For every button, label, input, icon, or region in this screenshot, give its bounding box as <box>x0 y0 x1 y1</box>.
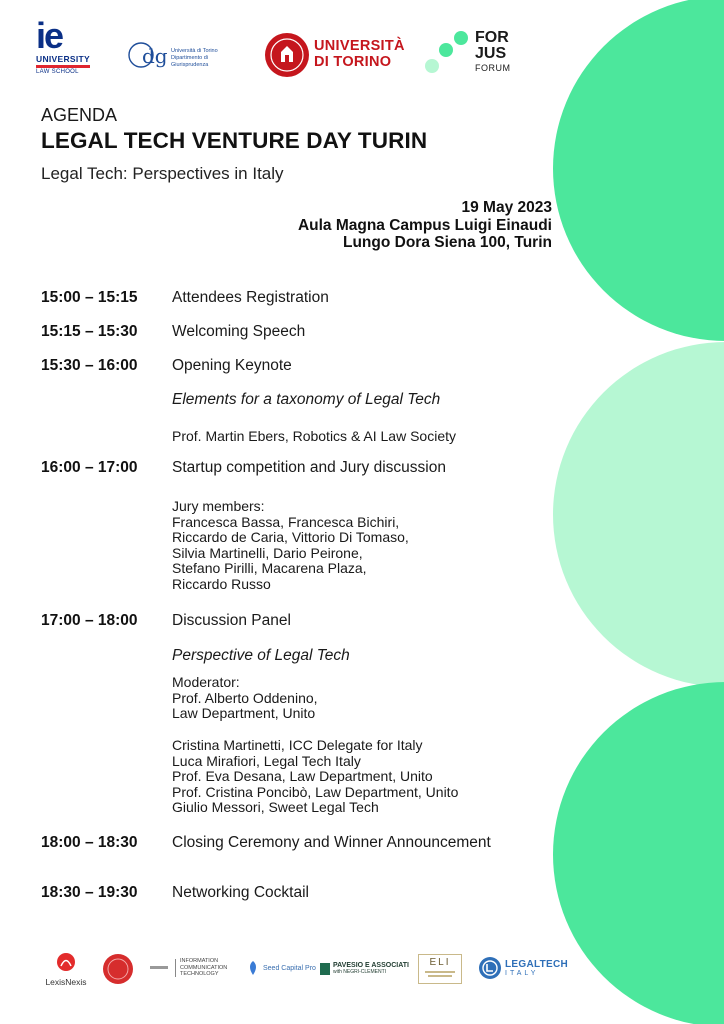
pavesio-text: PAVESIO E ASSOCIATI <box>333 962 409 969</box>
session-time: 18:30 – 19:30 <box>41 884 138 901</box>
forjus-forum-logo <box>424 30 534 78</box>
session-time: 18:00 – 18:30 <box>41 834 138 851</box>
lexisnexis-text: LexisNexis <box>45 977 87 987</box>
legaltech-text: LEGALTECH <box>505 959 569 970</box>
forjus-line1: FOR <box>475 29 509 46</box>
session-title: Networking Cocktail <box>172 884 309 901</box>
ie-red-bar <box>36 65 90 68</box>
lexisnexis-logo <box>38 952 94 987</box>
red-seal-sponsor-logo <box>102 953 134 990</box>
ict-text: INFORMATION COMMUNICATION TECHNOLOGY <box>180 958 228 977</box>
session-title: Closing Ceremony and Winner Announcement <box>172 834 491 851</box>
session-title: Attendees Registration <box>172 289 329 306</box>
event-date: 19 May 2023 <box>461 199 552 216</box>
legaltech-italy-text: ITALY <box>505 970 539 977</box>
forjus-dots-icon <box>424 30 474 78</box>
page-subtitle: Legal Tech: Perspectives in Italy <box>41 164 284 183</box>
session-title: Discussion Panel <box>172 612 291 629</box>
moderator: Moderator: Prof. Alberto Oddenino, Law Department, Unito <box>172 674 318 721</box>
session-time: 15:15 – 15:30 <box>41 323 138 340</box>
dg-department-logo <box>128 38 238 72</box>
decorative-circle-bottom <box>553 682 724 1024</box>
jury-members: Jury members: Francesca Bassa, Francesca Bichiri, Riccardo de Caria, Vittorio Di Tomaso, Silvia Martinelli, Dario Peirone, Stefano Pirilli, Macarena Plaza, Riccardo Russo <box>172 498 409 592</box>
session-title: Startup competition and Jury discussion <box>172 459 446 476</box>
unito-line2: DI TORINO <box>314 54 392 70</box>
forjus-forum-text: FORUM <box>475 63 511 73</box>
pavesio-logo <box>320 962 409 975</box>
session-title: Opening Keynote <box>172 357 292 374</box>
unito-line1: UNIVERSITÀ <box>314 38 405 54</box>
legaltech-globe-icon <box>478 956 502 980</box>
session-title: Welcoming Speech <box>172 323 306 340</box>
eli-text: ELI <box>429 957 451 968</box>
seed-capital-logo <box>246 960 316 976</box>
agenda-label: AGENDA <box>41 105 118 125</box>
dg-mark: dg <box>142 44 168 68</box>
session-time: 17:00 – 18:00 <box>41 612 138 629</box>
page-title: LEGAL TECH VENTURE DAY TURIN <box>41 128 428 153</box>
forjus-line2: JUS <box>475 45 507 62</box>
seed-icon <box>246 960 260 976</box>
decorative-circle-top <box>553 0 724 341</box>
dg-emblem-icon <box>128 38 170 72</box>
event-address: Lungo Dora Siena 100, Turin <box>343 234 552 251</box>
unito-seal-icon <box>264 32 310 78</box>
decorative-circle-middle <box>553 342 724 687</box>
ict-logo <box>150 958 227 978</box>
panelists: Cristina Martinetti, ICC Delegate for Italy Luca Mirafiori, Legal Tech Italy Prof. Eva Desana, Law Department, Unito Prof. Cristina Poncibò, Law Department, Unito Giulio Messori, Sweet Legal Tech <box>172 737 459 815</box>
seed-capital-text: Seed Capital Pro <box>263 964 316 972</box>
pavesio-mark-icon <box>320 963 330 975</box>
talk-title: Elements for a taxonomy of Legal Tech <box>172 391 441 408</box>
dg-department-text: Università di Torino Dipartimento di Giurisprudenza <box>171 48 218 68</box>
unito-logo <box>264 32 405 78</box>
session-time: 15:30 – 16:00 <box>41 357 138 374</box>
unito-name <box>314 38 405 70</box>
ie-law-school-text: LAW SCHOOL <box>36 69 79 75</box>
session-time: 15:00 – 15:15 <box>41 289 138 306</box>
lexisnexis-emblem-icon <box>55 952 77 972</box>
ict-mark-icon <box>150 959 176 977</box>
pavesio-sub-text: with NEGRI-CLEMENTI <box>333 969 387 975</box>
event-venue: Aula Magna Campus Luigi Einaudi <box>297 216 552 234</box>
speaker-name: Prof. Martin Ebers, Robotics & AI Law Society <box>172 428 457 444</box>
session-time: 16:00 – 17:00 <box>41 459 138 476</box>
red-seal-icon <box>102 953 134 985</box>
forjus-wordmark <box>475 30 509 62</box>
event-info <box>298 199 552 252</box>
talk-title: Perspective of Legal Tech <box>172 647 350 664</box>
ie-university-text: UNIVERSITY <box>36 54 91 64</box>
legaltech-italy-logo <box>478 956 568 980</box>
ie-mark: ie <box>36 15 63 56</box>
eli-logo <box>418 954 462 984</box>
ie-university-logo <box>36 15 96 75</box>
